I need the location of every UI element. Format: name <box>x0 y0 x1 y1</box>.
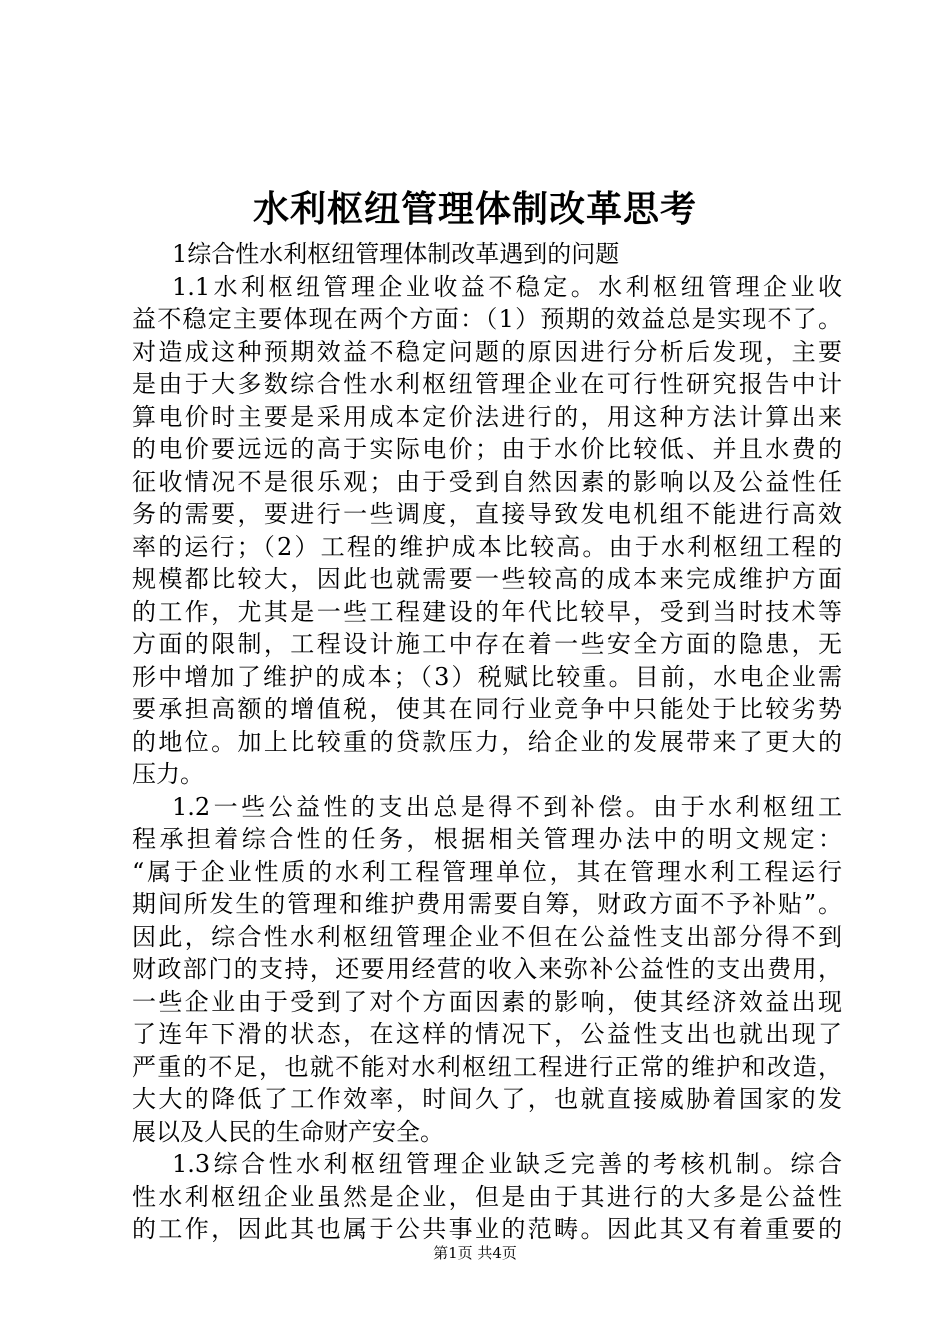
paragraph-line: 要承担高额的增值税，使其在同行业竞争中只能处于比较劣势 <box>132 695 842 723</box>
paragraph-line: 性水利枢纽企业虽然是企业，但是由于其进行的大多是公益性 <box>132 1182 842 1211</box>
page-number-footer: 第1页 共4页 <box>433 1244 517 1262</box>
paragraph-line: 压力。 <box>132 760 204 788</box>
paragraph-line: 是由于大多数综合性水利枢纽管理企业在可行性研究报告中计 <box>132 370 842 398</box>
paragraph-line: 程承担着综合性的任务，根据相关管理办法中的明文规定： <box>132 825 842 853</box>
paragraph-line: 1.1水利枢纽管理企业收益不稳定。水利枢纽管理企业收 <box>172 272 842 301</box>
paragraph-line: 展以及人民的生命财产安全。 <box>132 1117 444 1146</box>
paragraph-line: 征收情况不是很乐观；由于受到自然因素的影响以及公益性任 <box>132 467 842 496</box>
paragraph-line: 的工作，尤其是一些工程建设的年代比较早，受到当时技术等 <box>132 597 842 626</box>
paragraph-line: 规模都比较大，因此也就需要一些较高的成本来完成维护方面 <box>132 565 842 593</box>
paragraph-line: 财政部门的支持，还要用经营的收入来弥补公益性的支出费用， <box>132 955 842 983</box>
paragraph-line: 的地位。加上比较重的贷款压力，给企业的发展带来了更大的 <box>132 727 842 756</box>
paragraph-line: 一些企业由于受到了对个方面因素的影响，使其经济效益出现 <box>132 987 842 1016</box>
paragraph-line: “属于企业性质的水利工程管理单位，其在管理水利工程运行 <box>132 857 842 886</box>
paragraph-line: 严重的不足，也就不能对水利枢纽工程进行正常的维护和改造， <box>132 1052 842 1081</box>
paragraph-line: 因此，综合性水利枢纽管理企业不但在公益性支出部分得不到 <box>132 922 842 951</box>
paragraph-line: 了连年下滑的状态，在这样的情况下，公益性支出也就出现了 <box>132 1020 842 1048</box>
section-heading: 1综合性水利枢纽管理体制改革遇到的问题 <box>172 240 620 268</box>
paragraph-line: 对造成这种预期效益不稳定问题的原因进行分析后发现，主要 <box>132 337 842 366</box>
paragraph-line: 1.3综合性水利枢纽管理企业缺乏完善的考核机制。综合 <box>172 1150 842 1178</box>
paragraph-line: 率的运行；（2）工程的维护成本比较高。由于水利枢纽工程的 <box>132 532 842 561</box>
document-title: 水利枢纽管理体制改革思考 <box>252 189 697 230</box>
paragraph-line: 1.2一些公益性的支出总是得不到补偿。由于水利枢纽工 <box>172 792 842 821</box>
paragraph-line: 大大的降低了工作效率，时间久了，也就直接威胁着国家的发 <box>132 1085 842 1113</box>
paragraph-line: 益不稳定主要体现在两个方面：（1）预期的效益总是实现不了。 <box>132 305 842 333</box>
paragraph-line: 务的需要，要进行一些调度，直接导致发电机组不能进行高效 <box>132 500 842 528</box>
paragraph-line: 形中增加了维护的成本；（3）税赋比较重。目前，水电企业需 <box>132 662 842 691</box>
paragraph-line: 的工作，因此其也属于公共事业的范畴。因此其又有着重要的 <box>132 1215 842 1243</box>
paragraph-line: 方面的限制，工程设计施工中存在着一些安全方面的隐患，无 <box>132 630 842 658</box>
document-body <box>132 238 842 1246</box>
paragraph-line: 的电价要远远的高于实际电价；由于水价比较低、并且水费的 <box>132 435 842 463</box>
paragraph-line: 算电价时主要是采用成本定价法进行的，用这种方法计算出来 <box>132 402 842 431</box>
paragraph-line: 期间所发生的管理和维护费用需要自筹，财政方面不予补贴”。 <box>132 890 842 918</box>
